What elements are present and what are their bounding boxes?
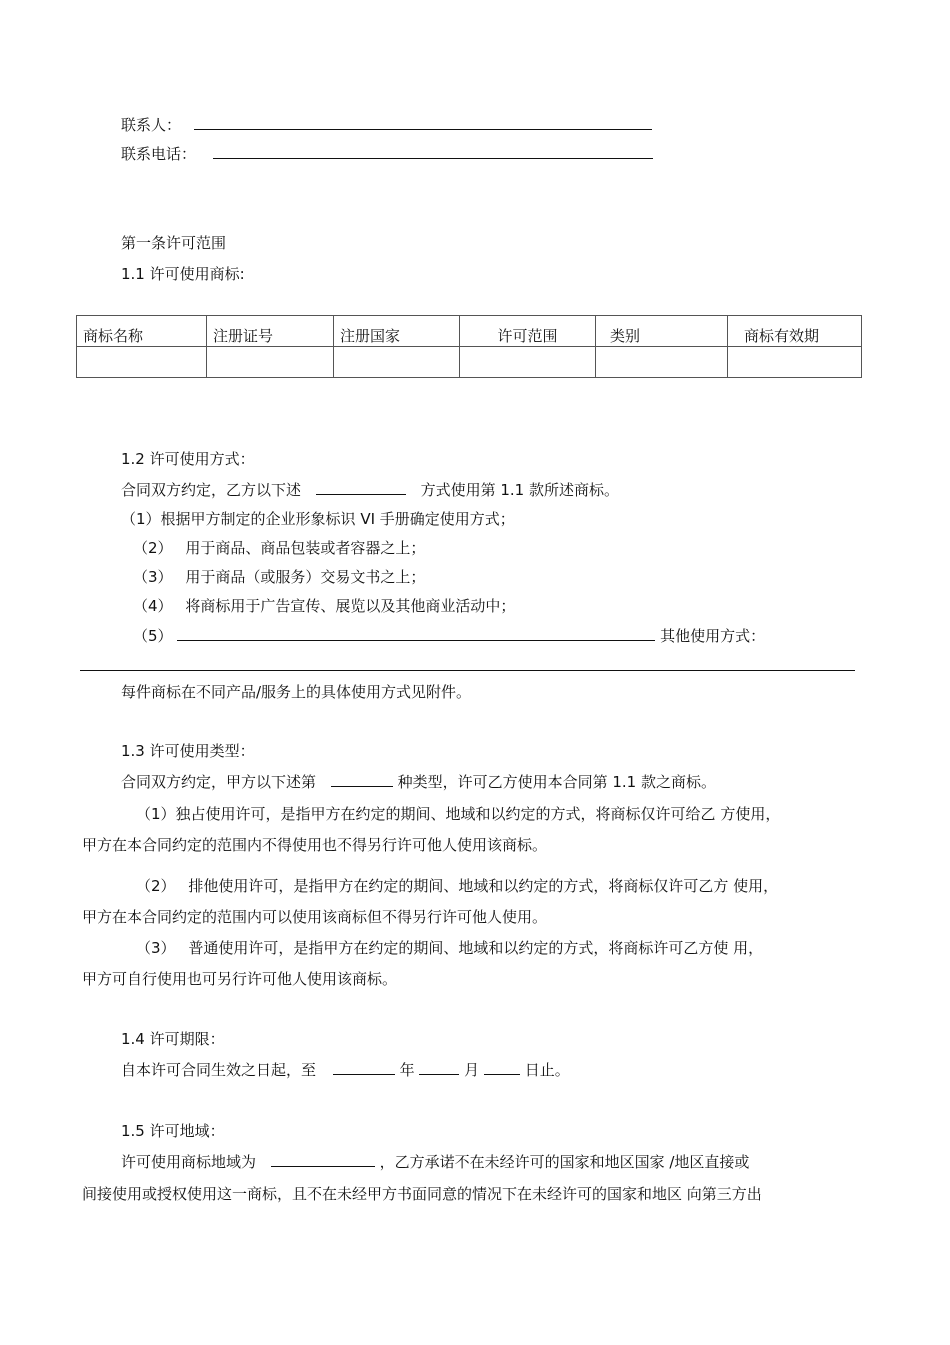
usage-item-2-num: （2）	[133, 539, 173, 557]
intro-text-a: 合同双方约定，乙方以下述	[121, 481, 302, 499]
table-row	[77, 347, 862, 378]
usage-item-2	[133, 538, 425, 558]
section-1-1-heading: 1.1 许可使用商标:	[121, 265, 245, 283]
contact-person-blank[interactable]	[194, 115, 652, 130]
type-intro-b: 种类型，许可乙方使用本合同第 1.1 款之商标。	[397, 773, 716, 791]
usage-item-5	[133, 626, 765, 646]
header-category: 类别	[596, 316, 728, 347]
cell-category[interactable]	[596, 347, 728, 378]
usage-note: 每件商标在不同产品/服务上的具体使用方式见附件。	[121, 683, 472, 701]
month-blank[interactable]	[419, 1060, 459, 1075]
usage-method-blank[interactable]	[316, 480, 406, 495]
territory-line-1	[121, 1152, 749, 1172]
type-2-line-2: 甲方在本合同约定的范围内可以使用该商标但不得另行许可他人使用。	[82, 908, 548, 926]
usage-item-5-num: （5）	[133, 627, 173, 645]
license-type-blank[interactable]	[331, 772, 393, 787]
contact-person-label: 联系人：	[121, 116, 182, 134]
year-blank[interactable]	[333, 1060, 395, 1075]
contact-person-line	[121, 115, 652, 135]
usage-item-3	[133, 567, 425, 587]
usage-item-4-text: 将商标用于广告宣传、展览以及其他商业活动中；	[185, 597, 516, 615]
type-intro-a: 合同双方约定，甲方以下述第	[121, 773, 317, 791]
usage-item-1: （1）根据甲方制定的企业形象标识 VI 手册确定使用方式；	[121, 510, 515, 528]
license-term-line	[121, 1060, 570, 1080]
type-1-line-1: （1）独占使用许可，是指甲方在约定的期间、地域和以约定的方式，将商标仅许可给乙 方使用，	[136, 805, 781, 823]
section-1-3-intro	[121, 772, 716, 792]
type-3-line-1	[136, 938, 763, 958]
territory-text-a: 许可使用商标地域为	[121, 1153, 257, 1171]
term-text: 自本许可合同生效之日起，至	[121, 1061, 317, 1079]
cell-license-scope[interactable]	[460, 347, 596, 378]
contact-phone-label: 联系电话：	[121, 145, 197, 163]
header-registration-country: 注册国家	[334, 316, 460, 347]
type-1-line-2: 甲方在本合同约定的范围内不得使用也不得另行许可他人使用该商标。	[82, 836, 548, 854]
intro-text-b: 方式使用第 1.1 款所述商标。	[420, 481, 619, 499]
section-1-2-heading: 1.2 许可使用方式：	[121, 450, 255, 468]
type-2-num: （2）	[136, 877, 176, 895]
section-1-3-heading: 1.3 许可使用类型：	[121, 742, 255, 760]
type-2-text: 排他使用许可，是指甲方在约定的期间、地域和以约定的方式，将商标仅许可乙方 使用，	[188, 877, 779, 895]
section-1-2-intro	[121, 480, 619, 500]
header-validity: 商标有效期	[728, 316, 862, 347]
cell-registration-no[interactable]	[207, 347, 334, 378]
article-title: 第一条许可范围	[121, 234, 227, 252]
header-license-scope: 许可范围	[460, 316, 596, 347]
type-3-text: 普通使用许可，是指甲方在约定的期间、地域和以约定的方式，将商标许可乙方使 用，	[188, 939, 764, 957]
usage-item-3-num: （3）	[133, 568, 173, 586]
day-blank[interactable]	[484, 1060, 520, 1075]
other-usage-blank[interactable]	[177, 626, 655, 641]
cell-validity[interactable]	[728, 347, 862, 378]
usage-item-2-text: 用于商品、商品包装或者容器之上；	[185, 539, 426, 557]
type-2-line-1	[136, 876, 778, 896]
territory-blank[interactable]	[271, 1152, 375, 1167]
usage-item-3-text: 用于商品（或服务）交易文书之上；	[185, 568, 426, 586]
type-3-num: （3）	[136, 939, 176, 957]
section-1-4-heading: 1.4 许可期限：	[121, 1030, 225, 1048]
type-3-line-2: 甲方可自行使用也可另行许可他人使用该商标。	[82, 970, 398, 988]
territory-line-2: 间接使用或授权使用这一商标，且不在未经甲方书面同意的情况下在未经许可的国家和地区 向第三方出	[82, 1185, 762, 1203]
day-label: 日止。	[524, 1061, 570, 1079]
contact-phone-blank[interactable]	[213, 144, 653, 159]
fill-in-line[interactable]	[80, 670, 855, 671]
header-trademark-name: 商标名称	[77, 316, 207, 347]
usage-item-5-tail: 其他使用方式：	[660, 627, 766, 645]
section-1-5-heading: 1.5 许可地域：	[121, 1122, 225, 1140]
header-registration-no: 注册证号	[207, 316, 334, 347]
cell-registration-country[interactable]	[334, 347, 460, 378]
contact-phone-line	[121, 144, 653, 164]
year-label: 年	[399, 1061, 415, 1079]
trademark-table	[76, 315, 862, 378]
cell-trademark-name[interactable]	[77, 347, 207, 378]
month-label: 月	[464, 1061, 480, 1079]
usage-item-4-num: （4）	[133, 597, 173, 615]
table-header-row	[77, 316, 862, 347]
usage-item-4	[133, 596, 515, 616]
territory-text-b: ，乙方承诺不在未经许可的国家和地区国家 /地区直接或	[379, 1153, 750, 1171]
